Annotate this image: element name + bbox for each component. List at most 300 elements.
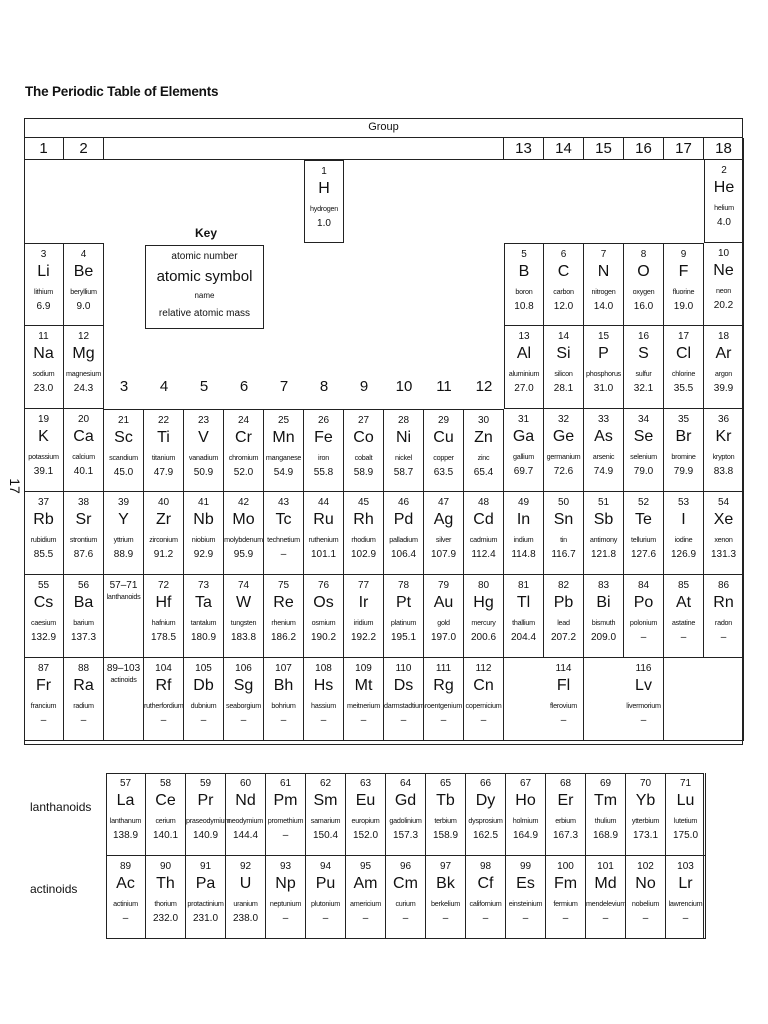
atomic-symbol: Hs (313, 677, 334, 694)
element-name: tin (560, 535, 567, 544)
element-name: molybdenum (224, 535, 263, 544)
atomic-symbol: N (597, 263, 610, 280)
atomic-symbol: Os (313, 594, 334, 611)
atomic-mass: 24.3 (73, 383, 94, 394)
atomic-mass: 58.9 (353, 467, 374, 478)
element-cell-re (264, 575, 304, 658)
atomic-symbol: Hg (473, 594, 494, 611)
atomic-mass: 173.1 (632, 830, 659, 841)
element-name: flerovium (550, 701, 577, 710)
atomic-mass: – (322, 913, 329, 924)
element-name: gallium (512, 452, 535, 461)
element-name: carbon (553, 287, 574, 296)
element-cell-ni (384, 409, 424, 492)
atomic-mass: 121.8 (590, 549, 617, 560)
atomic-symbol: U (239, 875, 252, 892)
element-name: sulfur (635, 369, 652, 378)
group-number-7: 7 (279, 378, 289, 395)
atomic-mass: 79.9 (673, 466, 694, 477)
atomic-symbol: C (557, 263, 570, 280)
element-name: helium (714, 203, 734, 212)
atomic-symbol: Ti (157, 429, 170, 446)
element-name: magnesium (66, 369, 101, 378)
element-cell-fr (24, 658, 64, 741)
atomic-number: 5 (521, 249, 527, 260)
element-name: darmstadtium (384, 701, 425, 710)
atomic-number: 96 (399, 861, 412, 872)
element-name: osmium (311, 618, 336, 627)
atomic-symbol: Nd (235, 792, 256, 809)
element-name: argon (714, 369, 733, 378)
atomic-symbol: Sb (593, 511, 614, 528)
element-name: lawrencium (668, 899, 703, 908)
atomic-mass: 19.0 (673, 301, 694, 312)
lanthanoid-cell-nd (226, 773, 266, 856)
atomic-mass: 131.3 (710, 549, 737, 560)
atomic-mass: 126.9 (670, 549, 697, 560)
atomic-mass: 200.6 (470, 632, 497, 643)
atomic-symbol: Sn (553, 511, 574, 528)
element-name: radon (714, 618, 733, 627)
page-title: The Periodic Table of Elements (25, 84, 219, 99)
element-name: cadmium (469, 535, 498, 544)
atomic-number: 97 (439, 861, 452, 872)
atomic-symbol: Zn (474, 429, 493, 446)
atomic-number: 99 (519, 861, 532, 872)
atomic-symbol: Si (556, 345, 571, 362)
element-name: protactinium (187, 899, 224, 908)
element-name: actinium (113, 899, 138, 908)
actinoid-cell-cf (466, 856, 506, 939)
element-cell-ti (144, 409, 184, 492)
atomic-symbol: Ru (313, 511, 334, 528)
element-name: hassium (310, 701, 336, 710)
element-cell-rg (424, 658, 464, 741)
atomic-mass: 83.8 (713, 466, 734, 477)
element-name: astatine (671, 618, 696, 627)
atomic-symbol: Np (275, 875, 296, 892)
actinoid-cell-th (146, 856, 186, 939)
element-name: tungsten (230, 618, 257, 627)
atomic-number: 52 (637, 497, 650, 508)
atomic-symbol: Ba (73, 594, 94, 611)
element-name: lithium (33, 287, 54, 296)
element-cell-w (224, 575, 264, 658)
atomic-number: 74 (237, 580, 250, 591)
atomic-symbol: W (235, 594, 252, 611)
atomic-symbol: Na (33, 345, 54, 362)
element-name: americium (350, 899, 381, 908)
atomic-mass: 101.1 (310, 549, 337, 560)
group-number-5: 5 (199, 378, 209, 395)
atomic-mass: – (440, 715, 447, 726)
atomic-symbol: Sc (114, 429, 133, 446)
element-cell-sg (224, 658, 264, 741)
atomic-symbol: Mn (272, 429, 295, 446)
element-cell-mt (344, 658, 384, 741)
atomic-symbol: Db (193, 677, 214, 694)
atomic-number: 105 (195, 663, 212, 674)
element-cell-cn (464, 658, 504, 741)
atomic-mass: – (282, 913, 289, 924)
atomic-symbol: Pt (395, 594, 412, 611)
atomic-number: 3 (40, 249, 47, 260)
element-cell-db (184, 658, 224, 741)
element-cell-ra (64, 658, 104, 741)
atomic-mass: 186.2 (270, 632, 297, 643)
atomic-number: 61 (279, 778, 292, 789)
atomic-number: 33 (597, 414, 610, 425)
element-cell-hf (144, 575, 184, 658)
element-name: yttrium (113, 535, 134, 544)
atomic-number: 41 (197, 497, 210, 508)
atomic-symbol: Zr (155, 511, 172, 528)
atomic-number: 69 (599, 778, 612, 789)
group-number-1: 1 (24, 138, 64, 160)
atomic-number: 63 (359, 778, 372, 789)
element-name: promethium (267, 816, 304, 825)
atomic-symbol: Tm (593, 792, 618, 809)
atomic-mass: – (402, 913, 409, 924)
atomic-number: 94 (319, 861, 332, 872)
element-name: phosphorus (585, 369, 622, 378)
atomic-mass: 54.9 (273, 467, 294, 478)
atomic-symbol: Md (594, 875, 617, 892)
element-name: silicon (554, 369, 573, 378)
atomic-number: 108 (315, 663, 332, 674)
group-number-2: 2 (64, 138, 104, 160)
element-cell-at (664, 575, 704, 658)
atomic-mass: 45.0 (113, 467, 134, 478)
element-name: rhenium (271, 618, 296, 627)
atomic-mass: 164.9 (512, 830, 539, 841)
atomic-symbol: Cn (473, 677, 494, 694)
atomic-mass: 180.9 (190, 632, 217, 643)
element-name: nitrogen (591, 287, 616, 296)
actinoid-cell-no (626, 856, 666, 939)
atomic-number: 30 (477, 415, 490, 426)
atomic-number: 45 (357, 497, 370, 508)
element-name: livermorium (626, 701, 661, 710)
element-name: selenium (630, 452, 657, 461)
atomic-symbol: Lu (676, 792, 695, 809)
atomic-number: 83 (597, 580, 610, 591)
atomic-number: 54 (717, 497, 730, 508)
element-name: cobalt (354, 453, 373, 462)
element-cell-n (584, 243, 624, 326)
element-cell-b (504, 243, 544, 326)
atomic-number: 72 (157, 580, 170, 591)
atomic-mass: – (280, 715, 287, 726)
atomic-mass: 65.4 (473, 467, 494, 478)
atomic-symbol: Tc (275, 511, 292, 528)
atomic-number: 40 (157, 497, 170, 508)
element-cell-se (624, 409, 664, 492)
element-cell-tl (504, 575, 544, 658)
atomic-symbol: Fr (35, 677, 52, 694)
atomic-mass: 178.5 (150, 632, 177, 643)
atomic-number: 57 (119, 778, 132, 789)
atomic-number: 31 (517, 414, 530, 425)
atomic-number: 32 (557, 414, 570, 425)
atomic-number: 116 (635, 663, 652, 674)
atomic-mass: – (200, 715, 207, 726)
atomic-symbol: Y (118, 511, 129, 528)
atomic-mass: 137.3 (70, 632, 97, 643)
atomic-symbol: Ga (512, 428, 535, 445)
atomic-number: 79 (437, 580, 450, 591)
element-name: roentgenium (424, 701, 463, 710)
atomic-mass: – (80, 715, 87, 726)
element-name: caesium (30, 618, 56, 627)
lanthanoid-cell-gd (386, 773, 426, 856)
atomic-number: 10 (717, 248, 730, 259)
atomic-number: 9 (680, 249, 687, 260)
element-cell-h (304, 160, 344, 243)
atomic-symbol: Ir (358, 594, 369, 611)
key-atomic-symbol: atomic symbol (156, 268, 253, 285)
element-name: radium (73, 701, 94, 710)
atomic-symbol: H (318, 180, 330, 197)
placeholder-series-name: lanthanoids (106, 592, 141, 601)
atomic-number: 60 (239, 778, 252, 789)
atomic-mass: 31.0 (593, 383, 614, 394)
atomic-symbol: Ni (395, 429, 412, 446)
element-cell-mn (264, 409, 304, 492)
atomic-mass: 102.9 (350, 549, 377, 560)
element-cell-cl (664, 326, 704, 409)
group-number-4: 4 (159, 378, 169, 395)
atomic-mass: – (320, 715, 327, 726)
atomic-mass: – (522, 913, 529, 924)
atomic-number: 14 (557, 331, 570, 342)
atomic-symbol: V (198, 429, 209, 446)
atomic-symbol: Cd (473, 511, 494, 528)
atomic-mass: 69.7 (513, 466, 534, 477)
atomic-mass: – (122, 913, 129, 924)
element-name: zinc (477, 453, 490, 462)
element-name: sodium (32, 369, 55, 378)
atomic-symbol: Rn (713, 594, 734, 611)
atomic-symbol: Rf (155, 677, 172, 694)
element-name: manganese (265, 453, 302, 462)
element-name: barium (73, 618, 94, 627)
atomic-symbol: Fl (556, 677, 571, 694)
atomic-number: 112 (475, 663, 492, 674)
atomic-number: 80 (477, 580, 490, 591)
element-name: niobium (191, 535, 216, 544)
atomic-symbol: No (635, 875, 656, 892)
atomic-mass: – (480, 715, 487, 726)
atomic-symbol: Hf (155, 594, 172, 611)
atomic-number: 78 (397, 580, 410, 591)
element-cell-rn (704, 575, 744, 658)
group-number-14: 14 (544, 138, 584, 160)
atomic-number: 16 (637, 331, 650, 342)
element-name: bromine (671, 452, 696, 461)
element-cell-be (64, 243, 104, 326)
atomic-number: 64 (399, 778, 412, 789)
element-cell-pd (384, 492, 424, 575)
atomic-symbol: Cu (433, 429, 454, 446)
group-number-10: 10 (395, 378, 413, 395)
atomic-symbol: Bk (436, 875, 455, 892)
atomic-mass: 28.1 (553, 383, 574, 394)
atomic-symbol: At (675, 594, 692, 611)
element-name: zirconium (149, 535, 178, 544)
element-name: praseodymium (186, 816, 231, 825)
element-name: silver (435, 535, 452, 544)
element-name: fermium (553, 899, 578, 908)
element-name: boron (515, 287, 533, 296)
atomic-mass: 95.9 (233, 549, 254, 560)
element-name: polonium (629, 618, 658, 627)
atomic-number: 106 (235, 663, 252, 674)
element-name: samarium (310, 816, 341, 825)
atomic-symbol: He (713, 179, 735, 196)
atomic-symbol: Tb (436, 792, 455, 809)
atomic-number: 67 (519, 778, 532, 789)
lanthanoid-cell-lu (666, 773, 706, 856)
atomic-symbol: Mt (354, 677, 373, 694)
element-cell-mo (224, 492, 264, 575)
atomic-symbol: Ge (552, 428, 575, 445)
atomic-symbol: Ho (515, 792, 536, 809)
element-cell-i (664, 492, 704, 575)
atomic-mass: 52.0 (233, 467, 254, 478)
atomic-mass: 35.5 (673, 383, 694, 394)
group-number-11: 11 (436, 378, 452, 395)
element-cell-cs (24, 575, 64, 658)
atomic-number: 35 (677, 414, 690, 425)
atomic-mass: 39.9 (713, 383, 734, 394)
atomic-mass: 207.2 (550, 632, 577, 643)
element-name: bismuth (591, 618, 616, 627)
atomic-mass: – (642, 913, 649, 924)
atomic-symbol: I (681, 511, 686, 528)
element-name: iron (318, 453, 329, 462)
atomic-mass: 9.0 (76, 301, 91, 312)
group-number-12: 12 (475, 378, 493, 395)
element-cell-mg (64, 326, 104, 409)
key-box (145, 245, 264, 329)
atomic-number: 91 (199, 861, 212, 872)
atomic-number: 81 (517, 580, 530, 591)
lanthanoid-cell-eu (346, 773, 386, 856)
element-name: europium (351, 816, 380, 825)
lanthanoid-cell-er (546, 773, 586, 856)
atomic-symbol: Cl (675, 345, 692, 362)
atomic-mass: 195.1 (390, 632, 417, 643)
atomic-mass: 132.9 (30, 632, 57, 643)
element-name: hydrogen (310, 204, 338, 213)
element-name: hafnium (151, 618, 176, 627)
element-name: tantalum (190, 618, 217, 627)
atomic-mass: 140.1 (152, 830, 179, 841)
element-cell-zr (144, 492, 184, 575)
element-name: oxygen (632, 287, 655, 296)
element-cell-ar (704, 326, 744, 409)
atomic-number: 65 (439, 778, 452, 789)
placeholder-range: 57–71 (109, 580, 138, 591)
atomic-mass: 140.9 (192, 830, 219, 841)
element-name: gadolinium (389, 816, 422, 825)
atomic-mass: – (280, 549, 287, 560)
atomic-number: 25 (277, 415, 290, 426)
element-name: erbium (555, 816, 576, 825)
atomic-number: 82 (557, 580, 570, 591)
element-cell-li (24, 243, 64, 326)
atomic-mass: 91.2 (153, 549, 174, 560)
actinoid-cell-u (226, 856, 266, 939)
atomic-number: 38 (77, 497, 90, 508)
element-name: lead (557, 618, 570, 627)
atomic-mass: 63.5 (433, 467, 454, 478)
atomic-mass: 16.0 (633, 301, 654, 312)
atomic-symbol: Pm (273, 792, 298, 809)
element-cell-cd (464, 492, 504, 575)
atomic-mass: 92.9 (193, 549, 214, 560)
atomic-number: 111 (435, 663, 452, 674)
atomic-symbol: Li (37, 263, 50, 280)
element-cell-si (544, 326, 584, 409)
actinoid-cell-bk (426, 856, 466, 939)
atomic-symbol: Cr (235, 429, 252, 446)
atomic-mass: 87.6 (73, 549, 94, 560)
element-cell-fe (304, 409, 344, 492)
atomic-symbol: Sm (313, 792, 338, 809)
element-cell-kr (704, 409, 744, 492)
atomic-mass: 232.0 (152, 913, 179, 924)
atomic-number: 6 (560, 249, 567, 260)
atomic-number: 73 (197, 580, 210, 591)
element-name: rutherfordium (144, 701, 184, 710)
element-name: vanadium (188, 453, 219, 462)
element-name: uranium (233, 899, 258, 908)
atomic-symbol: Fe (314, 429, 333, 446)
lanthanoid-cell-pm (266, 773, 306, 856)
atomic-mass: 72.6 (553, 466, 574, 477)
atomic-mass: 20.2 (713, 300, 734, 311)
atomic-number: 15 (597, 331, 610, 342)
atomic-number: 93 (279, 861, 292, 872)
atomic-number: 75 (277, 580, 290, 591)
atomic-mass: – (682, 913, 689, 924)
group-number-9: 9 (359, 378, 369, 395)
element-cell (584, 658, 624, 741)
element-cell (704, 658, 744, 741)
element-name: berkelium (431, 899, 460, 908)
element-name: indium (513, 535, 534, 544)
atomic-number: 22 (157, 415, 170, 426)
atomic-number: 11 (38, 331, 49, 342)
element-name: antimony (589, 535, 618, 544)
element-name: germanium (546, 452, 581, 461)
element-name: copper (433, 453, 454, 462)
atomic-mass: 204.4 (510, 632, 537, 643)
atomic-symbol: Mo (232, 511, 255, 528)
element-cell-sc (104, 409, 144, 492)
element-cell-xe (704, 492, 744, 575)
atomic-symbol: Co (353, 429, 374, 446)
element-name: cerium (155, 816, 176, 825)
atomic-number: 53 (677, 497, 690, 508)
atomic-mass: – (562, 913, 569, 924)
atomic-mass: 32.1 (633, 383, 654, 394)
atomic-number: 110 (395, 663, 412, 674)
atomic-symbol: Bh (273, 677, 294, 694)
element-cell-rb (24, 492, 64, 575)
